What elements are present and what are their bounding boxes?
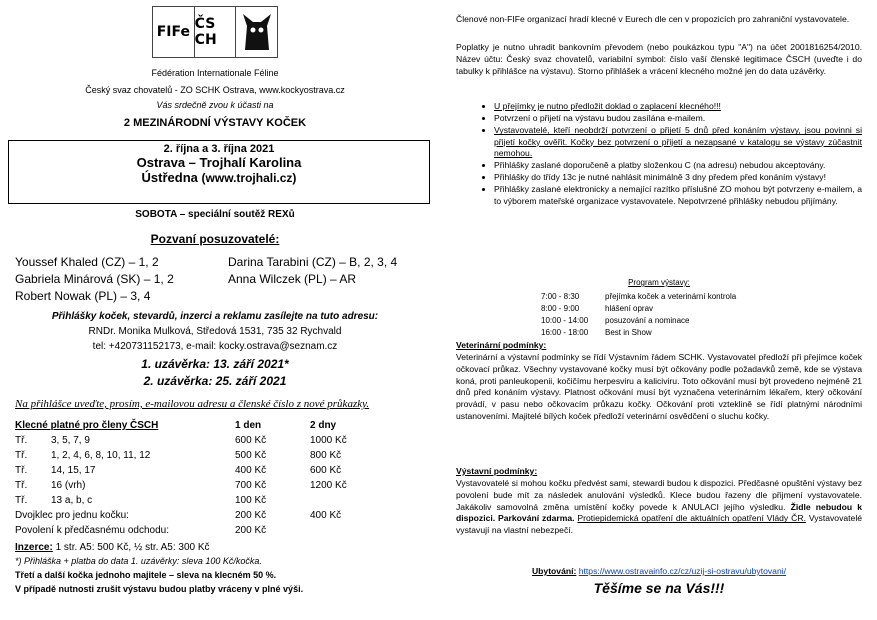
program-item: posuzování a nominace	[605, 315, 690, 325]
list-item: • Přihlášky do třídy 13c je nutné nahlásit minimálně 3 dny předem před konáním výstavy!	[494, 172, 862, 183]
program-time: 8:00 - 9:00	[541, 303, 580, 313]
price-header-label: Klecné platné pro členy ČSCH	[15, 420, 159, 431]
price-header-2dny: 2 dny	[310, 420, 337, 431]
price-table	[15, 418, 347, 538]
exh-bold: Židle nebudou k dispozici. Parkování zdarma.	[456, 501, 862, 524]
table-row	[15, 448, 347, 463]
svaz-line: Český svaz chovatelů - ZO SCHK Ostrava, www.kockyostrava.cz	[85, 85, 345, 95]
cat-logo	[236, 7, 277, 57]
saturday-line: SOBOTA – speciální soutěž REXů	[135, 209, 295, 220]
list-item: • U přejímky je nutno předložit doklad o zaplacení klecného!!!	[494, 101, 862, 112]
vet-title: Veterinární podmínky:	[456, 340, 547, 350]
closing-line: Těšíme se na Vás!!!	[593, 580, 725, 596]
logo	[152, 6, 278, 58]
footnote: *) Přihláška + platba do data 1. uzávěrky: sleva 100 Kč/kočka.	[15, 556, 262, 566]
inzerce-line	[15, 542, 210, 553]
event-dates: 2. října a 3. října 2021	[163, 143, 275, 155]
hall-name: Ústředna	[141, 170, 198, 185]
judges-title: Pozvaní posuzovatelé:	[150, 232, 280, 246]
table-row	[15, 523, 347, 538]
send-to: Přihlášky koček, stevardů, inzerci a reklamu zasílejte na tuto adresu:	[51, 311, 379, 322]
price-cell: 600 Kč	[235, 435, 267, 446]
price-cell: 600 Kč	[310, 465, 342, 476]
table-row	[15, 433, 347, 448]
price-cell: Tř.	[15, 450, 28, 461]
event-hall	[9, 170, 429, 185]
list-item: • Vystavovatelé, kteří neobdrží potvrzení o přijetí 5 dnů před konáním výstavy, jsou povinni si přijetí kočky ověřit. Kočky bez potvrzení o přijetí a nezapsané v katalogu se výstavy zúčastnit nemohou.	[494, 125, 862, 159]
vet-text: Veterinární a výstavní podmínky se řídí Výstavním řádem SCHK. Vystavovatel předloží při přejímce koček očkovací průkaz. Všechny vystavované kočky musí být očkovány podle požadavků země, kde se výstava koná, proti panleukopenii, kočičímu herpesviru a kaliciviru. Toto očkování musí být provedeno nejméně 21 dnů před konáním výstavy. Platnost očkování musí být vyznačena veterinárním lékařem, který očkování provádí, v pasu nebo očkovacím průkazu kočky. Očkování proti vzteklině se řídí platnými národními ustanoveními. Majitelé bílých koček předloží veterinární osvědčení o sluchu kočky.	[456, 352, 862, 421]
event-title: 2 MEZINÁRODNÍ VÝSTAVY KOČEK	[123, 117, 307, 129]
judge-3: Gabriela Minárová (SK) – 1, 2	[15, 272, 174, 286]
cat-icon	[241, 12, 273, 52]
program-item: Best in Show	[605, 327, 652, 337]
price-cell: 100 Kč	[235, 495, 267, 506]
program-time: 7:00 - 8:30	[541, 291, 580, 301]
lodging-label: Ubytování:	[531, 566, 577, 576]
contact: tel: +420731152173, e-mail: kocky.ostrava@seznam.cz	[92, 341, 338, 352]
price-cell: Povolení k předčasnému odchodu:	[15, 525, 169, 536]
inzerce-label: Inzerce:	[15, 542, 53, 553]
payment-para: Poplatky je nutno uhradit bankovním převodem (nebo poukázkou typu "A") na účet 2001816254/2010. Název účtu: Český svaz chovatelů, variabilní symbol: číslo vaší členské legitimace ČSCH (uveďte i do tabulky k přihlášce na výstavu). Storno přihlášek a vrácení klecného možné jen do data uzávěrky.	[456, 42, 862, 76]
price-header-1den: 1 den	[235, 420, 262, 431]
hall-web: (www.trojhali.cz)	[201, 171, 297, 185]
inzerce-text: 1 str. A5: 500 Kč, ½ str. A5: 300 Kč	[55, 542, 210, 553]
deadline-1: 1. uzávěrka: 13. září 2021*	[141, 357, 289, 371]
org-line: Fédération Internationale Féline	[151, 68, 279, 78]
judge-5: Robert Nowak (PL) – 3, 4	[15, 289, 151, 303]
non-fife-para: Členové non-FIFe organizací hradí klecné v Eurech dle cen v propozicích pro zahraniční vystavovatele.	[456, 14, 850, 24]
rules-list	[476, 101, 862, 208]
price-cell: 1000 Kč	[310, 435, 347, 446]
deadline-2: 2. uzávěrka: 25. září 2021	[143, 374, 287, 388]
price-cell: 200 Kč	[235, 510, 267, 521]
event-box	[8, 140, 430, 204]
price-cell: 400 Kč	[235, 465, 267, 476]
price-cell: 700 Kč	[235, 480, 267, 491]
price-cell: 16 (vrh)	[51, 480, 86, 491]
event-place: Ostrava – Trojhalí Karolina	[136, 155, 302, 170]
price-cell: Tř.	[15, 465, 28, 476]
price-cell	[310, 493, 347, 508]
table-row	[541, 290, 742, 302]
price-cell: 13 a, b, c	[51, 495, 93, 506]
table-row	[541, 302, 742, 314]
program-item: přejímka koček a veterinární kontrola	[605, 291, 737, 301]
price-header	[15, 418, 347, 433]
table-row	[15, 478, 347, 493]
exh-title: Výstavní podmínky:	[456, 466, 538, 476]
table-row	[15, 493, 347, 508]
program-time: 16:00 - 18:00	[541, 327, 589, 337]
price-cell: Tř.	[15, 495, 28, 506]
judge-2: Darina Tarabini (CZ) – B, 2, 3, 4	[228, 255, 398, 269]
program-item: hlášení oprav	[605, 303, 654, 313]
table-row	[15, 508, 347, 523]
cancel-note: V případě nutnosti zrušit výstavu budou platby vráceny v plné výši.	[15, 584, 304, 594]
address: RNDr. Monika Mulková, Středová 1531, 735 32 Rychvald	[88, 326, 342, 337]
table-row	[541, 314, 742, 326]
table-row	[541, 326, 742, 338]
price-cell: 3, 5, 7, 9	[51, 435, 90, 446]
price-cell: Tř.	[15, 480, 28, 491]
price-cell: Dvojklec pro jednu kočku:	[15, 510, 129, 521]
price-cell: 400 Kč	[310, 510, 342, 521]
list-item: • Přihlášky zaslané doporučeně a platby složenkou C (na adresu) nebudou akceptovány.	[494, 160, 862, 171]
exh-underlined: Protiepidemická opatření dle aktuálních opatření Vlády ČR.	[577, 513, 806, 524]
program-table	[541, 290, 742, 338]
exh-text-1: Vystavovatelé si mohou kočku předvést sami, stewardi budou k dispozici. Předčasné opuštění výstavy bez povolení bude mít za následek anulování výsledků. Klece budou řazeny dle přijmení vystavovatele. Jakákoliv samovolná změna umístění kočky povede k ANULACI jejího výsledku.	[456, 478, 862, 512]
list-item: • Potvrzení o přijetí na výstavu budou zasílána e-mailem.	[494, 113, 862, 124]
price-cell: Tř.	[15, 435, 28, 446]
lodging-line	[456, 566, 862, 576]
program-time: 10:00 - 14:00	[541, 315, 589, 325]
csch-logo: ČS CH	[195, 7, 237, 57]
exh-text	[456, 478, 862, 537]
lodging-link[interactable]: https://www.ostravainfo.cz/cz/uzij-si-ostravu/ubytovani/	[578, 566, 787, 576]
program-title: Program výstavy:	[628, 278, 690, 287]
list-item: • Přihlášky zaslané elektronicky a nemající razítko příslušné ZO mohou být potvrzeny e-mailem, a to výborem mateřské organizace vystavovatele. Nepotvrzené přihlášky nebudou přijímány.	[494, 184, 862, 206]
judge-1: Youssef Khaled (CZ) – 1, 2	[15, 255, 159, 269]
exh-text-2: Vystavovatelé vystavují na vlastní nebezpečí.	[456, 513, 863, 536]
price-cell: 14, 15, 17	[51, 465, 96, 476]
price-cell: 1200 Kč	[310, 480, 347, 491]
invite-line: Vás srdečně zvou k účasti na	[156, 100, 274, 110]
price-cell: 1, 2, 4, 6, 8, 10, 11, 12	[51, 450, 151, 461]
third-cat: Třetí a další kočka jednoho majitele – sleva na klecném 50 %.	[15, 570, 277, 580]
table-row	[15, 463, 347, 478]
price-cell: 800 Kč	[310, 450, 342, 461]
fife-logo: FIFe	[153, 7, 195, 57]
judge-4: Anna Wilczek (PL) – AR	[228, 272, 357, 286]
price-cell	[310, 523, 347, 538]
note-line: Na přihlášce uveďte, prosím, e-mailovou adresu a členské číslo z nové průkazky.	[15, 398, 370, 410]
price-cell: 200 Kč	[235, 525, 267, 536]
price-cell: 500 Kč	[235, 450, 267, 461]
